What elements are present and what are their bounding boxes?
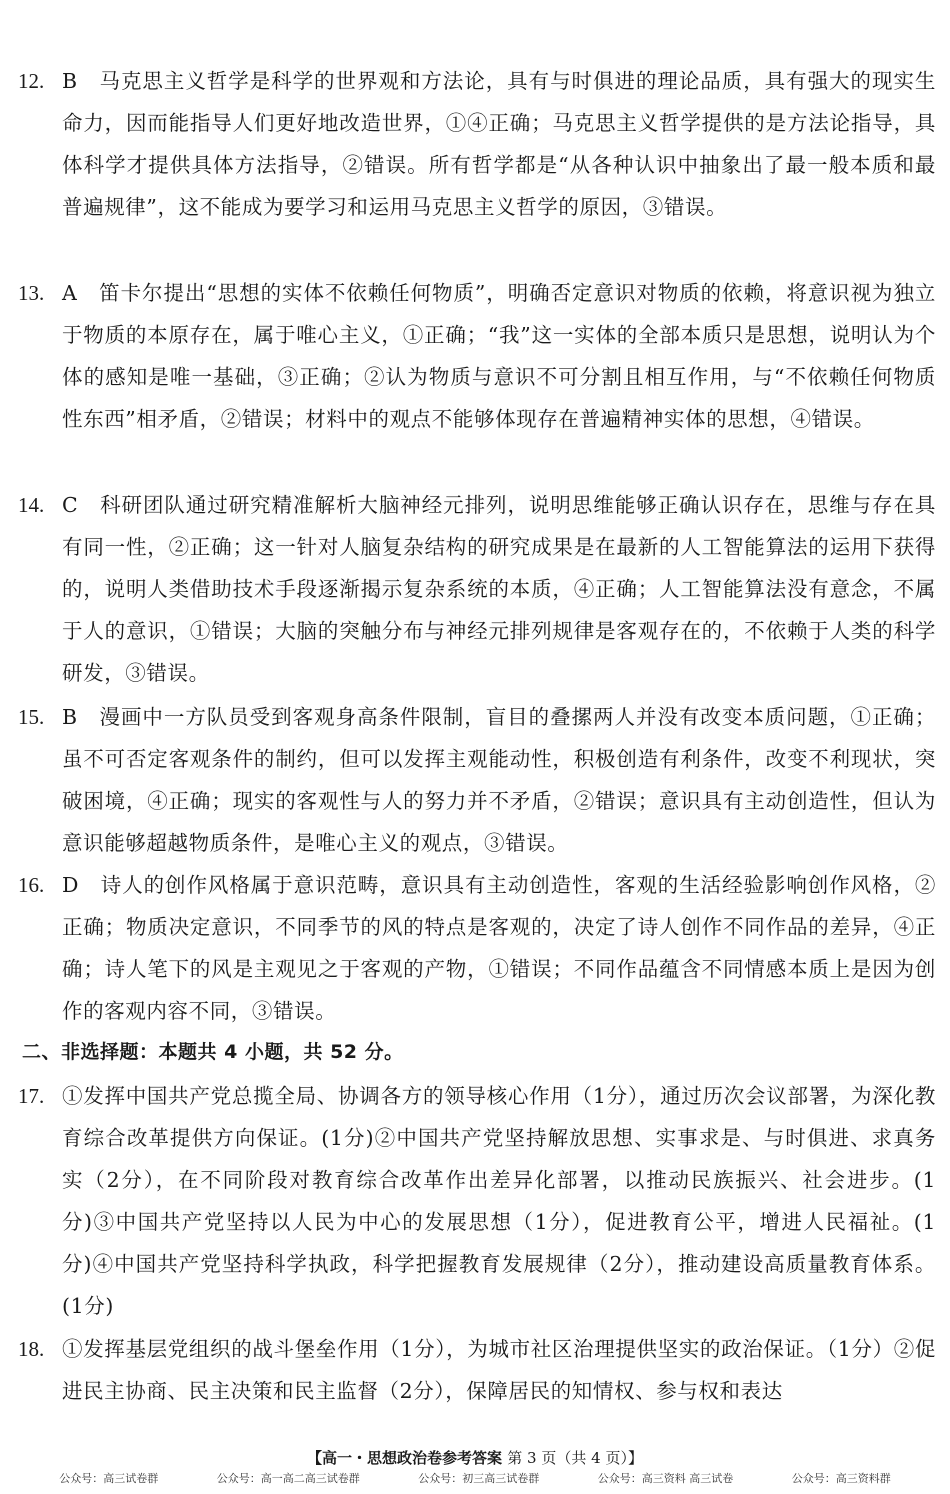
footer-links xyxy=(0,1471,950,1487)
footer-link: 公众号：高三试卷群 xyxy=(59,1472,159,1485)
answer-item-12 xyxy=(18,60,936,228)
question-number: 13. xyxy=(18,281,45,305)
answer-item-13 xyxy=(18,272,936,440)
section-heading: 二、非选择题：本题共 4 小题，共 52 分。 xyxy=(22,1041,404,1063)
answer-text: C 科研团队通过研究精准解析大脑神经元排列，说明思维能够正确认识存在，思维与存在具有同一性，②正确；这一针对人脑复杂结构的研究成果是在最新的人工智能算法的运用下获得的，说明人类借助技术手段逐渐揭示复杂系统的本质，④正确；人工智能算法没有意念，不属于人的意识，①错误；大脑的突触分布与神经元排列规律是客观存在的，不依赖于人类的科学研发，③错误。 xyxy=(62,493,936,685)
answer-item-16 xyxy=(18,864,936,1032)
footer-link: 公众号：高一高二高三试卷群 xyxy=(216,1472,360,1485)
answer-item-17 xyxy=(18,1075,936,1327)
question-number: 16. xyxy=(18,873,45,897)
question-number: 17. xyxy=(18,1084,45,1108)
footer-link: 公众号：高三资料 高三试卷 xyxy=(597,1472,734,1485)
question-number: 14. xyxy=(18,493,45,517)
footer-page-number: 第 3 页（共 4 页）】 xyxy=(507,1449,643,1467)
answer-item-18 xyxy=(18,1328,936,1412)
footer-link: 公众号：高三资料群 xyxy=(791,1472,891,1485)
question-number: 18. xyxy=(18,1337,45,1361)
answer-text: B 马克思主义哲学是科学的世界观和方法论，具有与时俱进的理论品质，具有强大的现实生命力，因而能指导人们更好地改造世界，①④正确；马克思主义哲学提供的是方法论指导，具体科学才提供具体方法指导，②错误。所有哲学都是“从各种认识中抽象出了最一般本质和最普遍规律”，这不能成为要学习和运用马克思主义哲学的原因，③错误。 xyxy=(62,69,936,219)
footer-link: 公众号：初三高三试卷群 xyxy=(418,1472,540,1485)
footer-exam-title: 【高一・思想政治卷参考答案 xyxy=(307,1449,503,1467)
answer-text: ①发挥基层党组织的战斗堡垒作用（1分），为城市社区治理提供坚实的政治保证。（1分）②促进民主协商、民主决策和民主监督（2分），保障居民的知情权、参与权和表达 xyxy=(62,1337,936,1403)
footer-title xyxy=(0,1446,950,1470)
answer-item-15 xyxy=(18,696,936,864)
answer-item-14 xyxy=(18,484,936,694)
answer-text: ①发挥中国共产党总揽全局、协调各方的领导核心作用（1分），通过历次会议部署，为深化教育综合改革提供方向保证。(1分)②中国共产党坚持解放思想、实事求是、与时俱进、求真务实（2分），在不同阶段对教育综合改革作出差异化部署，以推动民族振兴、社会进步。(1分)③中国共产党坚持以人民为中心的发展思想（1分），促进教育公平，增进人民福祉。(1分)④中国共产党坚持科学执政，科学把握教育发展规律（2分），推动建设高质量教育体系。(1分) xyxy=(62,1084,936,1318)
question-number: 12. xyxy=(18,69,45,93)
answer-text: A 笛卡尔提出“思想的实体不依赖任何物质”，明确否定意识对物质的依赖，将意识视为独立于物质的本原存在，属于唯心主义，①正确；“我”这一实体的全部本质只是思想，说明认为个体的感知是唯一基础，③正确；②认为物质与意识不可分割且相互作用，与“不依赖任何物质性东西”相矛盾，②错误；材料中的观点不能够体现存在普遍精神实体的思想，④错误。 xyxy=(62,281,936,431)
answer-text: B 漫画中一方队员受到客观身高条件限制，盲目的叠摞两人并没有改变本质问题，①正确；虽不可否定客观条件的制约，但可以发挥主观能动性，积极创造有利条件，改变不利现状，突破困境，④正确；现实的客观性与人的努力并不矛盾，②错误；意识具有主动创造性，但认为意识能够超越物质条件，是唯心主义的观点，③错误。 xyxy=(62,705,936,855)
question-number: 15. xyxy=(18,705,45,729)
answer-text: D 诗人的创作风格属于意识范畴，意识具有主动创造性，客观的生活经验影响创作风格，②正确；物质决定意识，不同季节的风的特点是客观的，决定了诗人创作不同作品的差异，④正确；诗人笔下的风是主观见之于客观的产物，①错误；不同作品蕴含不同情感本质上是因为创作的客观内容不同，③错误。 xyxy=(62,873,936,1023)
